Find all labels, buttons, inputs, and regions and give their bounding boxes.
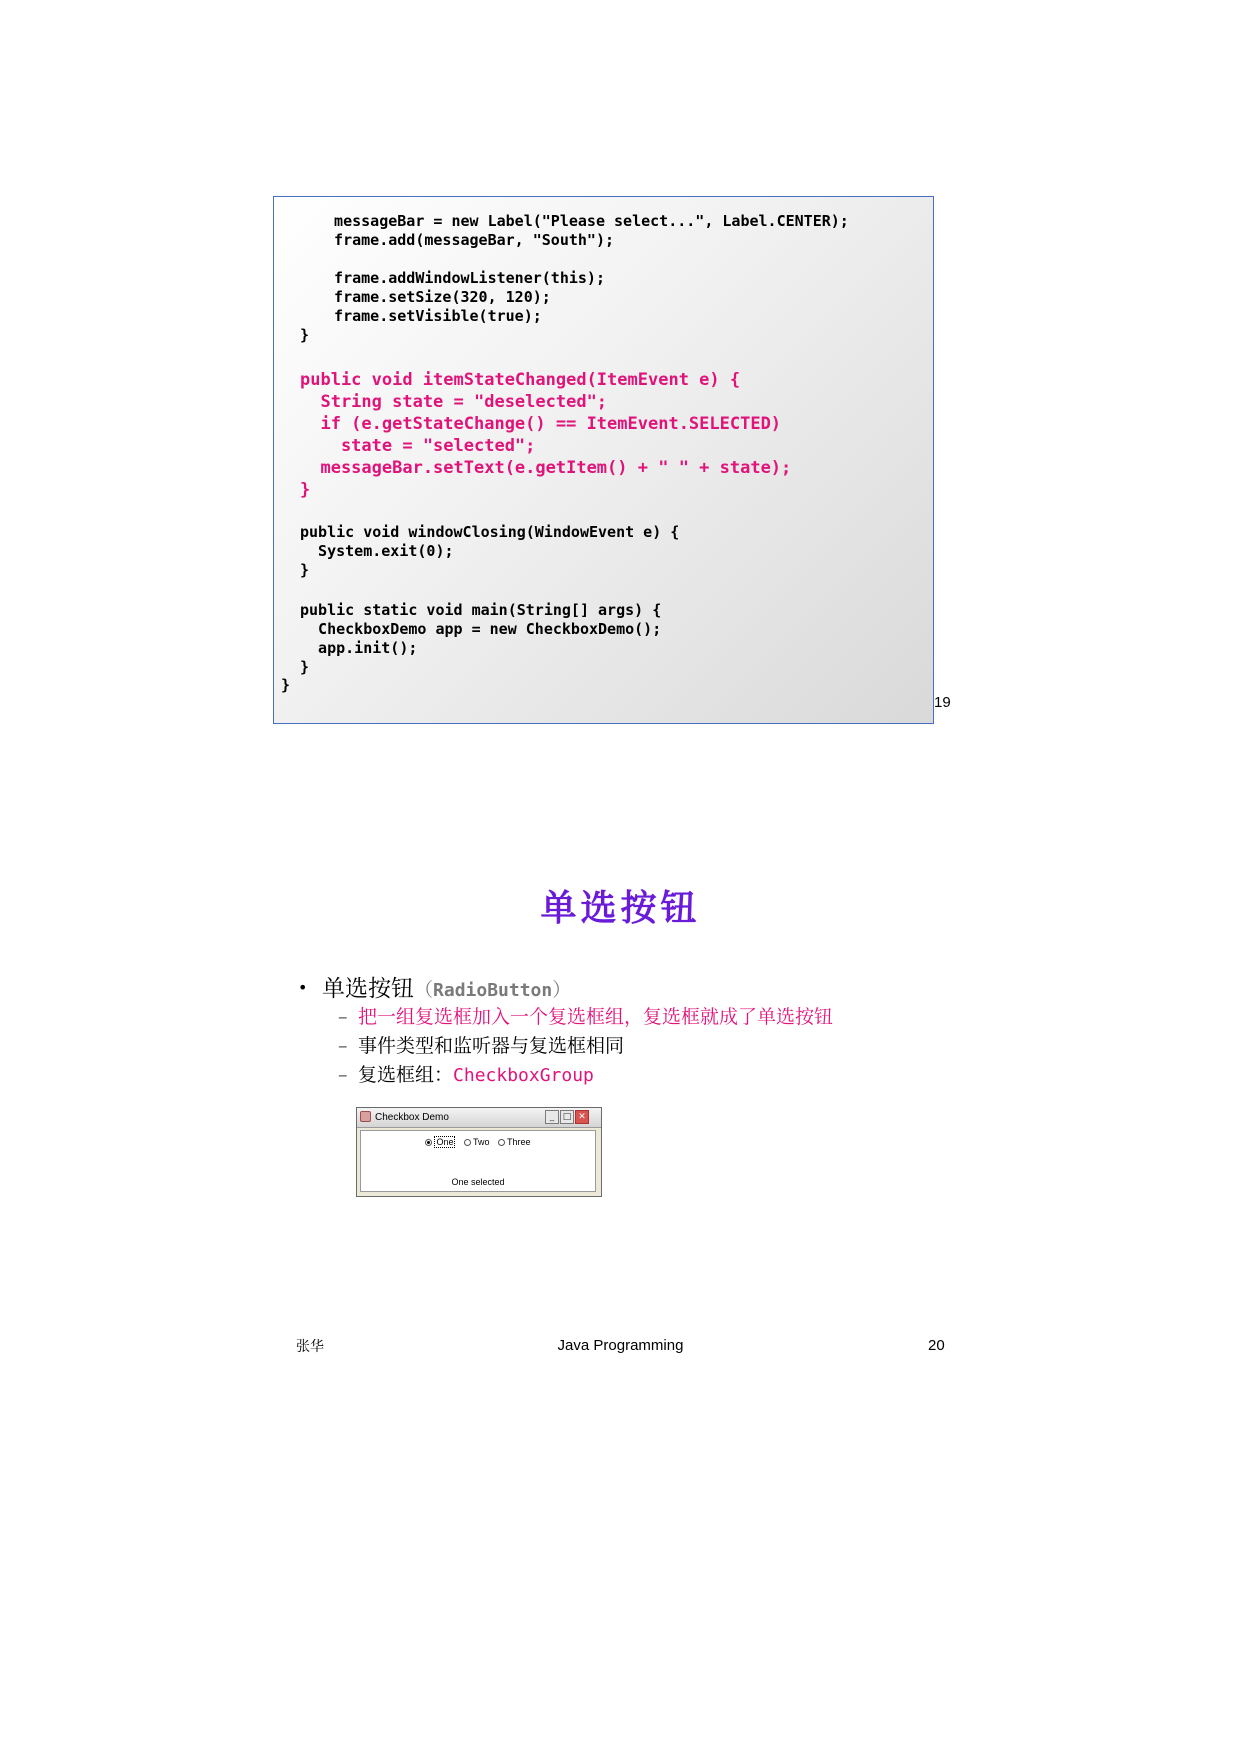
sub-item-label: 复选框组： bbox=[358, 1064, 454, 1086]
app-icon bbox=[360, 1111, 371, 1122]
window-title: Checkbox Demo bbox=[375, 1112, 449, 1123]
radio-icon bbox=[464, 1139, 471, 1146]
radio-icon bbox=[498, 1139, 505, 1146]
page-number: 20 bbox=[928, 1337, 945, 1354]
code-line-highlight: if (e.getStateChange() == ItemEvent.SELECTED) bbox=[300, 414, 782, 434]
code-line: System.exit(0); bbox=[300, 542, 454, 560]
code-line: frame.addWindowListener(this); bbox=[316, 269, 605, 287]
status-label: One selected bbox=[451, 1177, 505, 1187]
sub-item-text: 把一组复选框加入一个复选框组，复选框就成了单选按钮 bbox=[358, 1006, 834, 1028]
radio-label: One bbox=[436, 1137, 454, 1147]
close-button[interactable]: ✕ bbox=[575, 1110, 589, 1124]
paren-close: ） bbox=[552, 979, 572, 1001]
sub-item-text: 事件类型和监听器与复选框相同 bbox=[358, 1035, 625, 1057]
code-line: frame.setVisible(true); bbox=[316, 307, 542, 325]
maximize-button[interactable]: □ bbox=[560, 1110, 574, 1124]
code-line: app.init(); bbox=[300, 639, 418, 657]
window-body bbox=[360, 1130, 596, 1192]
sub-item: – 把一组复选框加入一个复选框组，复选框就成了单选按钮 bbox=[338, 1006, 834, 1028]
sub-item: – 复选框组：CheckboxGroup bbox=[338, 1064, 594, 1086]
radio-selected-icon bbox=[425, 1139, 432, 1146]
radio-two[interactable] bbox=[464, 1137, 490, 1147]
code-line: public static void main(String[] args) { bbox=[300, 601, 662, 619]
code-line: frame.add(messageBar, "South"); bbox=[316, 231, 615, 249]
bullet-item bbox=[298, 970, 571, 1003]
code-line-highlight: } bbox=[300, 480, 311, 500]
code-line: } bbox=[300, 561, 310, 579]
sub-item: – 事件类型和监听器与复选框相同 bbox=[338, 1035, 625, 1057]
code-line-highlight: public void itemStateChanged(ItemEvent e) { bbox=[300, 370, 741, 390]
code-line-highlight: state = "selected"; bbox=[300, 436, 536, 456]
radio-three[interactable] bbox=[498, 1137, 531, 1147]
code-line-highlight: String state = "deselected"; bbox=[300, 392, 608, 412]
bullet-marker: • bbox=[298, 978, 308, 997]
code-line: frame.setSize(320, 120); bbox=[316, 288, 551, 306]
code-line-highlight: messageBar.setText(e.getItem() + " " + state); bbox=[300, 458, 792, 478]
code-line: CheckboxDemo app = new CheckboxDemo(); bbox=[300, 620, 662, 638]
checkbox-demo-window bbox=[356, 1107, 602, 1197]
radio-label: Two bbox=[472, 1137, 490, 1147]
radio-group bbox=[361, 1137, 595, 1147]
radio-label: Three bbox=[507, 1137, 531, 1147]
bullet-term: RadioButton bbox=[433, 980, 553, 1001]
paren-open: （ bbox=[414, 979, 434, 1001]
code-line: } bbox=[300, 658, 310, 676]
footer-course: Java Programming bbox=[557, 1337, 684, 1354]
code-line: } bbox=[300, 326, 310, 344]
minimize-button[interactable]: _ bbox=[545, 1110, 559, 1124]
footer-author: 张华 bbox=[296, 1339, 324, 1355]
code-line: messageBar = new Label("Please select...", Label.CENTER); bbox=[316, 212, 849, 230]
slide-title: 单选按钮 bbox=[540, 887, 701, 929]
code-panel bbox=[273, 196, 934, 724]
radio-one[interactable] bbox=[425, 1137, 455, 1147]
page-number: 19 bbox=[934, 694, 951, 711]
code-line: public void windowClosing(WindowEvent e) { bbox=[300, 523, 680, 541]
bullet-main-text: 单选按钮 bbox=[322, 976, 414, 1002]
sub-item-code: CheckboxGroup bbox=[453, 1065, 594, 1086]
code-line: } bbox=[281, 676, 291, 694]
window-title-bar[interactable] bbox=[357, 1108, 601, 1128]
